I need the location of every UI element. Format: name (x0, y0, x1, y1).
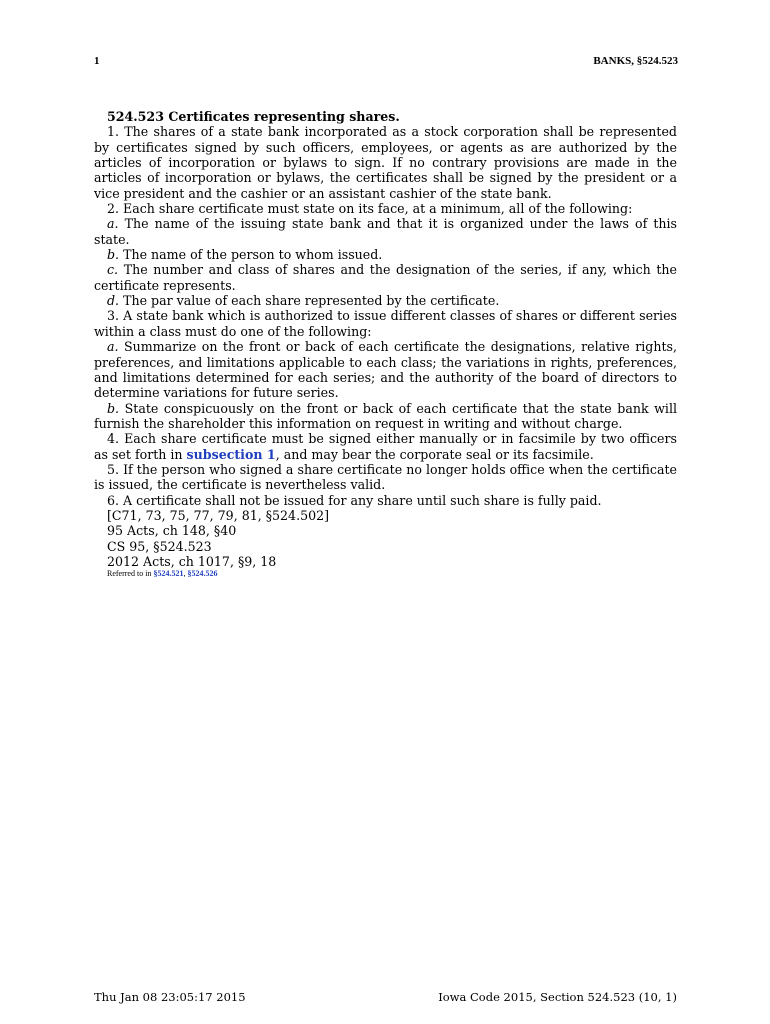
footer-timestamp: Thu Jan 08 23:05:17 2015 (94, 990, 246, 1004)
item-label: a. (107, 216, 119, 232)
paragraph-6: 6. A certificate shall not be issued for any share until such share is fully paid. (107, 492, 602, 508)
item-label: c. (107, 262, 119, 278)
paragraph-3b (94, 401, 677, 432)
paragraph-1: 1. The shares of a state bank incorporated as a stock corporation shall be represented by certificates signed by such officers, employees, or agents as are authorized by the articles of incorporation or bylaws to sign. If no contrary provisions are made in the articles of incorporation or bylaws, the certificates shall be signed by the president or a vice president and the cashier or an assistant cashier of the state bank. (94, 124, 677, 201)
paragraph-2b (94, 247, 677, 262)
paragraph-4-tail: , and may bear the corporate seal or its facsimile. (275, 446, 594, 462)
paragraph-2c (94, 262, 677, 293)
footer-citation: Iowa Code 2015, Section 524.523 (10, 1) (438, 990, 677, 1004)
reference-link-524-526[interactable]: §524.526 (187, 569, 218, 579)
paragraph-3: 3. A state bank which is authorized to issue different classes of shares or different series within a class must do one of the following: (94, 308, 677, 339)
item-text: The name of the issuing state bank and that it is organized under the laws of this state. (94, 216, 677, 247)
paragraph-4 (94, 431, 677, 462)
paragraph-3a (94, 339, 677, 400)
section-heading: 524.523 Certificates representing shares. (107, 109, 400, 124)
page-number: 1 (94, 55, 100, 67)
history-line: [C71, 73, 75, 77, 79, 81, §524.502] (107, 507, 330, 523)
running-title: BANKS, §524.523 (593, 55, 678, 67)
item-label: a. (107, 339, 119, 355)
item-text: State conspicuously on the front or back of each certificate that the state bank will furnish the shareholder this information on request in writing and without charge. (94, 400, 677, 431)
paragraph-4-text: 4. Each share certificate must be signed either manually or in facsimile by two officers as set forth in (94, 431, 677, 462)
item-text: The number and class of shares and the designation of the series, if any, which the certificate represents. (94, 262, 677, 293)
section-body (94, 109, 677, 579)
item-label: b. (107, 400, 120, 416)
paragraph-2a (94, 216, 677, 247)
reference-separator: , (183, 569, 188, 579)
item-text: Summarize on the front or back of each certificate the designations, relative rights, preferences, and limitations applicable to each class; the variations in rights, preferences, and limitations determined for each series; and the authority of the board of directors to determine variations for future series. (94, 339, 677, 401)
paragraph-2d (94, 293, 677, 308)
item-label: b. (107, 247, 120, 263)
referred-to-line (94, 569, 677, 579)
history-line: 95 Acts, ch 148, §40 (107, 523, 237, 539)
paragraph-5: 5. If the person who signed a share certificate no longer holds office when the certificate is issued, the certificate is nevertheless valid. (94, 461, 677, 493)
item-label: d. (107, 293, 120, 309)
subsection-1-link[interactable]: subsection 1 (186, 446, 276, 462)
reference-link-524-521[interactable]: §524.521 (153, 569, 184, 579)
history-line: CS 95, §524.523 (107, 538, 212, 554)
item-text: The par value of each share represented by the certificate. (123, 293, 500, 309)
history-line: 2012 Acts, ch 1017, §9, 18 (107, 553, 277, 569)
referred-prefix: Referred to in (107, 569, 154, 579)
item-text: The name of the person to whom issued. (123, 247, 383, 263)
paragraph-2: 2. Each share certificate must state on its face, at a minimum, all of the following: (107, 201, 633, 217)
